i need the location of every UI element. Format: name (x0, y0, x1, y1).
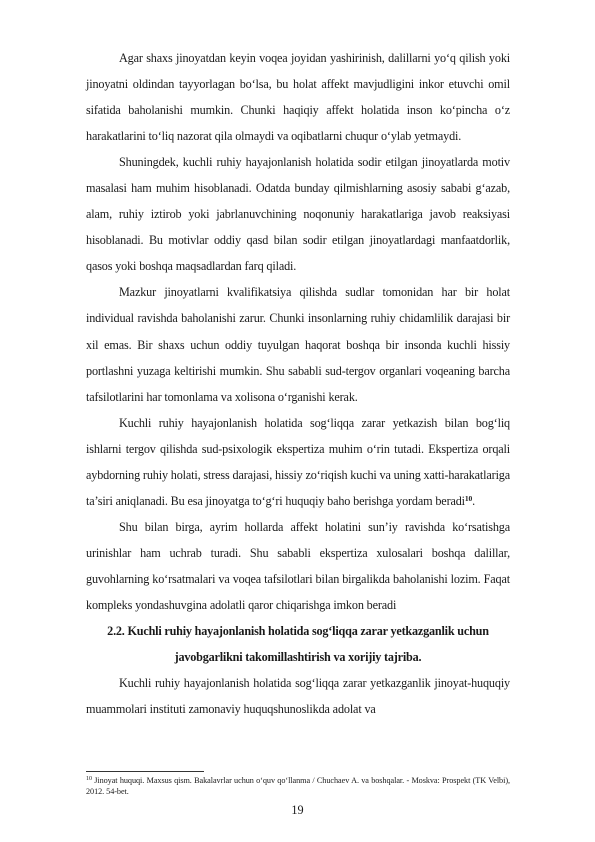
paragraph-6: Kuchli ruhiy hayajonlanish holatida sog‘liqqa zarar yetkazganlik jinoyat-huquqiy muammolari instituti zamonaviy huquqshunoslikda adolat va (86, 676, 510, 717)
paragraph-2: Shuningdek, kuchli ruhiy hayajonlanish holatida sodir etilgan jinoyatlarda motiv masalasi ham muhim hisoblanadi. Odatda bunday qilmishlarning asosiy sababi g‘azab, alam, ruhiy iztirob yoki jabrlanuvchining noqonuniy harakatlariga javob reaksiyasi hisoblanadi. Bu motivlar oddiy qasd bilan sodir etilgan jinoyatlardagi manfaatdorlik, qasos yoki boshqa maqsadlardan farq qiladi. (86, 155, 510, 274)
footnote (86, 775, 510, 797)
page-number: 19 (291, 803, 304, 817)
paragraph-5: Shu bilan birga, ayrim hollarda affekt holatini sun’iy ravishda ko‘rsatishga urinishlar ham uchrab turadi. Shu sababli ekspertiza xulosalari boshqa dalillar, guvohlarning ko‘rsatmalari va voqea tafsilotlari bilan birgalikda baholanishi lozim. Faqat kompleks yondashuvgina adolatli qaror chiqarishga imkon beradi (86, 519, 510, 612)
paragraph-4-end: . (472, 493, 476, 508)
paragraph-3: Mazkur jinoyatlarni kvalifikatsiya qilishda sudlar tomonidan har bir holat individual ravishda baholanishi zarur. Chunki insonlarning ruhiy chidamlilik darajasi bir xil emas. Bir shaxs uchun oddiy tuyulgan haqorat boshqa bir insonda kuchli hissiy portlashni yuzaga keltirishi mumkin. Shu sababli sud-tergov organlari voqeaning barcha tafsilotlarini har tomonlama va xolisona o‘rganishi kerak. (86, 285, 510, 404)
section-heading (86, 618, 510, 670)
footnote-text: Jinoyat huquqi. Maxsus qism. Bakalavrlar uchun o‘quv qo‘llanma / Chuchaev A. va boshqalar. - Moskva: Prospekt (TK Velbi), 2012. 54-bet. (86, 776, 510, 796)
footnote-divider (86, 771, 204, 772)
body-text (86, 45, 510, 722)
paragraph-1: Agar shaxs jinoyatdan keyin voqea joyidan yashirinish, dalillarni yo‘q qilish yoki jinoyatni oldindan tayyorlagan bo‘lsa, bu holat affekt mavjudligini inkor etuvchi omil sifatida baholanishi mumkin. Chunki haqiqiy affekt holatida inson ko‘pincha o‘z harakatlarini to‘liq nazorat qila olmaydi va oqibatlarni chuqur o‘ylab yetmaydi. (86, 51, 510, 144)
footnote-reference[interactable]: 10 (464, 493, 473, 503)
paragraph-4 (86, 410, 510, 514)
section-heading-line-2: javobgarlikni takomillashtirish va xorijiy tajriba. (174, 650, 422, 665)
paragraph-4-text: Kuchli ruhiy hayajonlanish holatida sog‘liqqa zarar yetkazish bilan bog‘liq ishlarni tergov qilishda sud-psixologik ekspertiza muhim o‘rin tutadi. Ekspertiza orqali aybdorning ruhiy holati, stress darajasi, hissiy zo‘riqish kuchi va uning xatti-harakatlariga ta’siri aniqlanadi. Bu esa jinoyatga to‘g‘ri huquqiy baho berishga yordam beradi (86, 415, 511, 508)
footnote-number: 10 (86, 776, 92, 782)
section-heading-line-1: 2.2. Kuchli ruhiy hayajonlanish holatida sog‘liqqa zarar yetkazganlik uchun (107, 624, 489, 639)
